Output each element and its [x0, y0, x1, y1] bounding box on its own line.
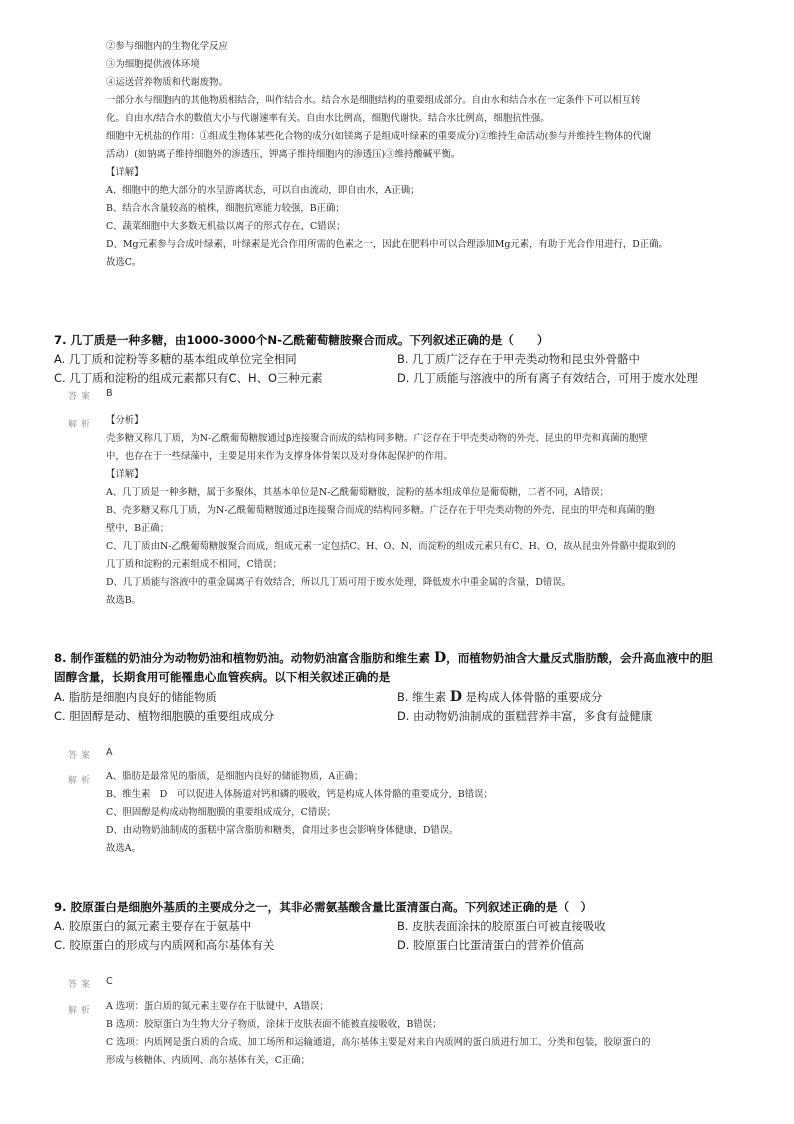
- q9-analysis-line: 形成与核糖体、内质网、高尔基体有关，C正确；: [106, 1055, 311, 1066]
- q7-answer-label: 答案: [68, 392, 95, 402]
- q8-analysis: [106, 768, 754, 858]
- q8-title-line1: 8. 制作蛋糕的奶油分为动物奶油和植物奶油。动物奶油富含脂肪和维生素 D，而植物奶油含大量反式脂肪酸，会升高血液中的胆: [54, 650, 713, 666]
- q9-answer-label: 答案: [68, 980, 95, 990]
- q8-answer-value: A: [106, 747, 113, 758]
- q6-explanation-line: 化。自由水/结合水的数值大小与代谢速率有关。自由水比例高，细胞代谢快。结合水比例高，细胞抗性强。: [106, 113, 550, 124]
- q7-analysis-line: 【详解】: [106, 469, 144, 480]
- q9-title: [54, 898, 764, 917]
- q7-analysis-line: 中，也存在于一些绿藻中，主要是用来作为支撑身体骨架以及对身体起保护的作用。: [106, 451, 453, 462]
- q7-analysis-line: 壳多糖又称几丁质，为N-乙酰葡萄糖胺通过β连接聚合而成的结构同多糖。广泛存在于甲壳类动物的外壳、昆虫的甲壳和真菌的胞壁: [106, 433, 648, 444]
- q7-analysis-label: 解析: [68, 420, 95, 430]
- q9-option-d: D. 胶原蛋白比蛋清蛋白的营养价值高: [397, 938, 584, 952]
- q7-option-b: B. 几丁质广泛存在于甲壳类动物和昆虫外骨骼中: [397, 352, 640, 366]
- q7-analysis-line: 故选B。: [106, 595, 142, 606]
- q9-title-text: 9. 胶原蛋白是细胞外基质的主要成分之一，其非必需氨基酸含量比蛋清蛋白高。下列叙述正确的是（ ）: [54, 900, 593, 914]
- q9-analysis: [106, 998, 754, 1070]
- q8-analysis-line: 故选A。: [106, 843, 141, 854]
- q8-option-d: D. 由动物奶油制成的蛋糕营养丰富，多食有益健康: [397, 709, 653, 723]
- q8-analysis-line: D、由动物奶油制成的蛋糕中富含脂肪和糖类，食用过多也会影响身体健康，D错误。: [106, 825, 459, 836]
- q6-explanation-line: 细胞中无机盐的作用：①组成生物体某些化合物的成分(如镁离子是组成叶绿素的重要成分)②维持生命活动(参与并维持生物体的代谢: [106, 131, 652, 142]
- q7-analysis: [106, 412, 754, 610]
- q7-analysis-line: 几丁质和淀粉的元素组成不相同，C错误；: [106, 559, 282, 570]
- q7-option-d: D. 几丁质能与溶液中的所有离子有效结合，可用于废水处理: [397, 371, 698, 385]
- q9-analysis-line: A 选项：蛋白质的氮元素主要存在于肽键中，A错误；: [106, 1001, 329, 1012]
- q7-options: [54, 350, 774, 388]
- q7-analysis-line: C、几丁质由N-乙酰葡萄糖胺聚合而成，组成元素一定包括C、H、O、N，而淀粉的组成元素只有C、H、O，故从昆虫外骨骼中提取到的: [106, 541, 676, 552]
- q6-explanation-line: 故选C。: [106, 257, 142, 268]
- q6-explanation-line: ④运送营养物质和代谢废物。: [106, 77, 228, 88]
- q7-answer-value: B: [106, 388, 113, 399]
- q9-options: [54, 917, 774, 955]
- q9-analysis-line: C 选项：内质网是蛋白质的合成、加工场所和运输通道，高尔基体主要是对来自内质网的蛋白质进行加工、分类和包装，胶原蛋白的: [106, 1037, 651, 1048]
- q6-explanation-line: 一部分水与细胞内的其他物质相结合，叫作结合水。结合水是细胞结构的重要组成部分。自由水和结合水在一定条件下可以相互转: [106, 95, 641, 106]
- q6-explanation-line: 活动）(如钠离子维持细胞外的渗透压，钾离子维持细胞内的渗透压)③维持酸碱平衡。: [106, 149, 461, 160]
- q7-title-text: 7. 几丁质是一种多糖，由1000-3000个N-乙酰葡萄糖胺聚合而成。下列叙述正确的是（ ）: [54, 333, 549, 347]
- q9-option-b: B. 皮肤表面涂抹的胶原蛋白可被直接吸收: [397, 919, 606, 933]
- q8-option-c: C. 胆固醇是动、植物细胞膜的重要组成成分: [54, 709, 275, 723]
- q6-explanation-line: C、蔬菜细胞中大多数无机盐以离子的形式存在，C错误；: [106, 221, 346, 232]
- q7-analysis-line: 【分析】: [106, 415, 144, 426]
- q9-option-a: A. 胶原蛋白的氮元素主要存在于氨基中: [54, 919, 252, 933]
- q7-analysis-line: D、几丁质能与溶液中的重金属离子有效结合，所以几丁质可用于废水处理，降低废水中重金属的含量，D错误。: [106, 577, 572, 588]
- q6-explanation-line: ③为细胞提供液体环境: [106, 59, 200, 70]
- q7-analysis-line: B、壳多糖又称几丁质，为N-乙酰葡萄糖胺通过β连接聚合而成的结构同多糖。广泛存在于甲壳类动物的外壳、昆虫的甲壳和真菌的胞: [106, 505, 655, 516]
- q7-title: [54, 331, 764, 350]
- q6-explanation-line: A、细胞中的绝大部分的水呈游离状态，可以自由流动，即自由水，A正确；: [106, 185, 420, 196]
- q9-analysis-label: 解析: [68, 1006, 95, 1016]
- q6-explanation: [106, 38, 754, 272]
- q8-analysis-line: B、维生素 D 可以促进人体肠道对钙和磷的吸收，钙是构成人体骨骼的重要成分，B错误；: [106, 789, 493, 800]
- q7-analysis-line: A、几丁质是一种多糖，属于多聚体，其基本单位是N-乙酰葡萄糖胺，淀粉的基本组成单位是葡萄糖，二者不同，A错误；: [106, 487, 610, 498]
- q7-option-c: C. 几丁质和淀粉的组成元素都只有C、H、O三种元素: [54, 371, 323, 385]
- q6-explanation-line: ②参与细胞内的生物化学反应: [106, 41, 228, 52]
- q9-option-c: C. 胶原蛋白的形成与内质网和高尔基体有关: [54, 938, 275, 952]
- q7-analysis-line: 壁中，B正确；: [106, 523, 170, 534]
- q9-analysis-line: B 选项：胶原蛋白为生物大分子物质，涂抹于皮肤表面不能被直接吸收，B错误；: [106, 1019, 442, 1030]
- q6-explanation-line: D、Mg元素参与合成叶绿素，叶绿素是光合作用所需的色素之一，因此在肥料中可以合理添加Mg元素，有助于光合作用进行，D正确。: [106, 239, 668, 250]
- q6-explanation-line: 【详解】: [106, 167, 144, 178]
- q6-explanation-line: B、结合水含量较高的植株，细胞抗寒能力较强，B正确；: [106, 203, 345, 214]
- q8-analysis-line: C、胆固醇是构成动物细胞膜的重要组成成分，C错误；: [106, 807, 336, 818]
- q8-option-b: B. 维生素 D 是构成人体骨骼的重要成分: [397, 689, 603, 705]
- q8-option-a: A. 脂肪是细胞内良好的储能物质: [54, 690, 217, 704]
- q7-option-a: A. 几丁质和淀粉等多糖的基本组成单位完全相同: [54, 352, 297, 366]
- q8-options: [54, 688, 774, 726]
- q9-answer-value: C: [106, 976, 113, 987]
- q8-analysis-label: 解析: [68, 776, 95, 786]
- q8-analysis-line: A、脂肪是最常见的脂质，是细胞内良好的储能物质，A正确；: [106, 771, 364, 782]
- q8-title: [54, 649, 764, 687]
- q8-answer-label: 答案: [68, 751, 95, 761]
- q8-title-line2: 固醇含量，长期食用可能罹患心血管疾病。以下相关叙述正确的是: [54, 670, 391, 684]
